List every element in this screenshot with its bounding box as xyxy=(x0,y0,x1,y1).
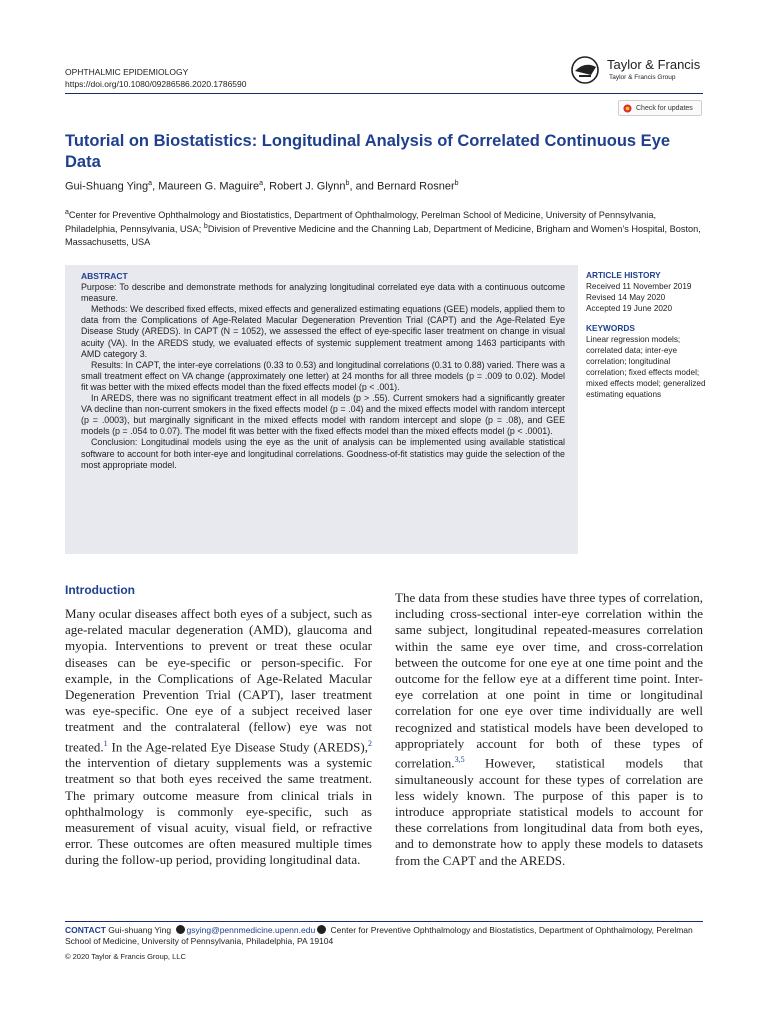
address-icon xyxy=(317,925,326,934)
email-icon xyxy=(176,925,185,934)
affil-a-sup: a xyxy=(65,209,69,216)
body-text: In the Age-related Eye Disease Study (AREDS), xyxy=(107,738,368,754)
body-column-right xyxy=(395,590,703,869)
publisher-group: Taylor & Francis Group xyxy=(609,74,676,81)
accepted-date: Accepted 19 June 2020 xyxy=(586,304,673,313)
contact-email-link[interactable]: gsying@pennmedicine.upenn.edu xyxy=(186,925,316,935)
author-affil-sup: a xyxy=(259,180,263,187)
contact-name: Gui-shuang Ying xyxy=(105,925,174,935)
affiliations xyxy=(65,207,705,248)
author-affil-sup: b xyxy=(345,180,350,187)
author-separator: , xyxy=(263,180,270,193)
journal-header xyxy=(65,66,247,90)
author-affil-sup: a xyxy=(148,180,153,187)
abstract-conclusion: Conclusion: Longitudinal models using the eye as the unit of analysis can be implemented using available statistical software to account for both inter-eye and longitudinal correlations. Goodness-of-fit statistics may guide the selection of the most appropriate model. xyxy=(81,437,565,470)
keywords-heading: KEYWORDS xyxy=(586,323,635,333)
received-date: Received 11 November 2019 xyxy=(586,282,692,291)
check-updates-icon xyxy=(623,104,632,113)
header-rule xyxy=(65,93,703,94)
body-text: the intervention of dietary supplements was a systemic treatment so that both eyes received the same treatment. The primary outcome measure from clinical trials in ophthalmology is commonly eye-specific, such as measurement of visual acuity, visual field, or refractive error. These outcomes are often measured multiple times during the follow-up period, providing longitudinal data. xyxy=(65,755,372,868)
taylor-francis-logo-icon xyxy=(569,55,603,85)
citation-link[interactable]: 2 xyxy=(368,738,372,748)
contact-info xyxy=(65,925,705,947)
abstract-results-1: Results: In CAPT, the inter-eye correlations (0.33 to 0.53) and longitudinal correlations (0.31 to 0.88) varied. There was a small treatment effect on VA change (approximately one letter) at 24 months for all three models (p = .009 to 0.02). Model fit was better with the mixed effects model than the fixed effects model (p < .001). xyxy=(81,359,565,392)
check-for-updates-button[interactable] xyxy=(618,100,702,116)
contact-label: CONTACT xyxy=(65,925,106,935)
revised-date: Revised 14 May 2020 xyxy=(586,293,666,302)
copyright-notice: © 2020 Taylor & Francis Group, LLC xyxy=(65,952,186,961)
introduction-heading: Introduction xyxy=(65,583,135,597)
author-name[interactable]: Bernard Rosner xyxy=(376,180,455,193)
citation-link[interactable]: 1 xyxy=(103,738,108,748)
body-column-left xyxy=(65,606,372,869)
publisher-logo[interactable] xyxy=(569,55,709,87)
abstract-methods: Methods: We described fixed effects, mixed effects and generalized estimating equations (GEE) models, applied them to data from the Complications of Age-Related Macular Degeneration Prevention Trial (CAPT) and the Age-Related Eye Disease Study (AREDS). In CAPT (N = 1052), we assessed the effect of eye-specific laser treatment on change in visual acuity (VA). In the AREDS study, we evaluated effects of systemic supplement treatment among 1463 participants with AMD category 3. xyxy=(81,304,565,359)
affil-b-sup: b xyxy=(203,223,208,231)
doi-link[interactable]: https://doi.org/10.1080/09286586.2020.1786590 xyxy=(65,79,247,89)
author-separator: , xyxy=(152,180,159,193)
author-list xyxy=(65,180,459,193)
abstract-results-2: In AREDS, there was no significant treatment effect in all models (p > .55). Current smokers had a significantly greater VA decline than non-current smokers in the fixed effects model (p = .04) and the mixed effects model with random intercept (p = .0003), but marginally significant in the mixed effects model with random intercept and slope (p = .08), and GEE models (p = .054 to 0.07). The model fit was better with the fixed effects model than the mixed effects model (p < .0001). xyxy=(81,393,565,437)
abstract-box xyxy=(65,265,578,554)
keywords-list: Linear regression models; correlated data; inter-eye correlation; longitudinal correlation; fixed effects model; mixed effects model; generalized estimating equations xyxy=(586,335,706,399)
publisher-name: Taylor & Francis xyxy=(607,57,701,72)
footer-rule xyxy=(65,921,703,922)
article-history-panel xyxy=(586,270,711,400)
body-text: The data from these studies have three types of correlation, including cross-sectional inter-eye correlation within the same subject, longitudinal repeated-measures correlation within the same eye over time, and cross-correlation between the outcome for one eye at one time point and the outcome for the fellow eye at a different time point. Inter-eye correlation at one point in time or longitudinal correlation for one eye over time individually are well recognized and statistical models have been developed to appropriately account for both of these types of correlation. xyxy=(395,590,703,771)
article-title: Tutorial on Biostatistics: Longitudinal Analysis of Correlated Continuous Eye Data xyxy=(65,132,671,171)
abstract-heading: ABSTRACT xyxy=(81,271,128,281)
abstract-content xyxy=(81,271,565,471)
article-history-heading: ARTICLE HISTORY xyxy=(586,270,661,280)
author-separator: , and xyxy=(349,180,377,193)
affil-a: Center for Preventive Ophthalmology and Biostatistics, Department of Ophthalmology, Perelman School of Medicine, University of Pennsylvania, Philadelphia, Pennsylvania, USA; xyxy=(65,210,656,235)
contact-address: Center for Preventive Ophthalmology and Biostatistics, Department of Ophthalmology, Perelman School of Medicine, University of Pennsylvania, Philadelphia, PA 19104 xyxy=(65,925,693,946)
journal-name: OPHTHALMIC EPIDEMIOLOGY xyxy=(65,67,189,77)
author-name[interactable]: Maureen G. Maguire xyxy=(158,180,260,193)
author-name[interactable]: Gui-Shuang Ying xyxy=(65,180,149,193)
body-text: However, statistical models that simultaneously account for these types of correlation are less widely known. The purpose of this paper is to introduce appropriate statistical models to account for these correlations from longitudinal data from both eyes, and to demonstrate how to apply these models to datasets from the CAPT and the AREDS. xyxy=(395,755,703,868)
abstract-purpose: Purpose: To describe and demonstrate methods for analyzing longitudinal correlated eye data with a continuous outcome measure. xyxy=(81,282,565,304)
author-name[interactable]: Robert J. Glynn xyxy=(269,180,346,193)
author-affil-sup: b xyxy=(454,180,459,187)
check-updates-label: Check for updates xyxy=(636,104,693,112)
affil-b: Division of Preventive Medicine and the Channing Lab, Department of Medicine, Brigham and Women’s Hospital, Boston, Massachusetts, USA xyxy=(65,224,701,247)
body-text: Many ocular diseases affect both eyes of a subject, such as age-related macular degeneration (AMD), glaucoma and myopia. Interventions to prevent or treat these ocular diseases can be eye-specific or person-specific. For example, in the Complications of Age-Related Macular Degeneration Prevention Trial (CAPT), laser treatment was eye-specific. One eye of a subject received laser treatment and the contralateral (fellow) eye was not treated. xyxy=(65,606,372,754)
citation-link[interactable]: 3,5 xyxy=(454,755,465,765)
